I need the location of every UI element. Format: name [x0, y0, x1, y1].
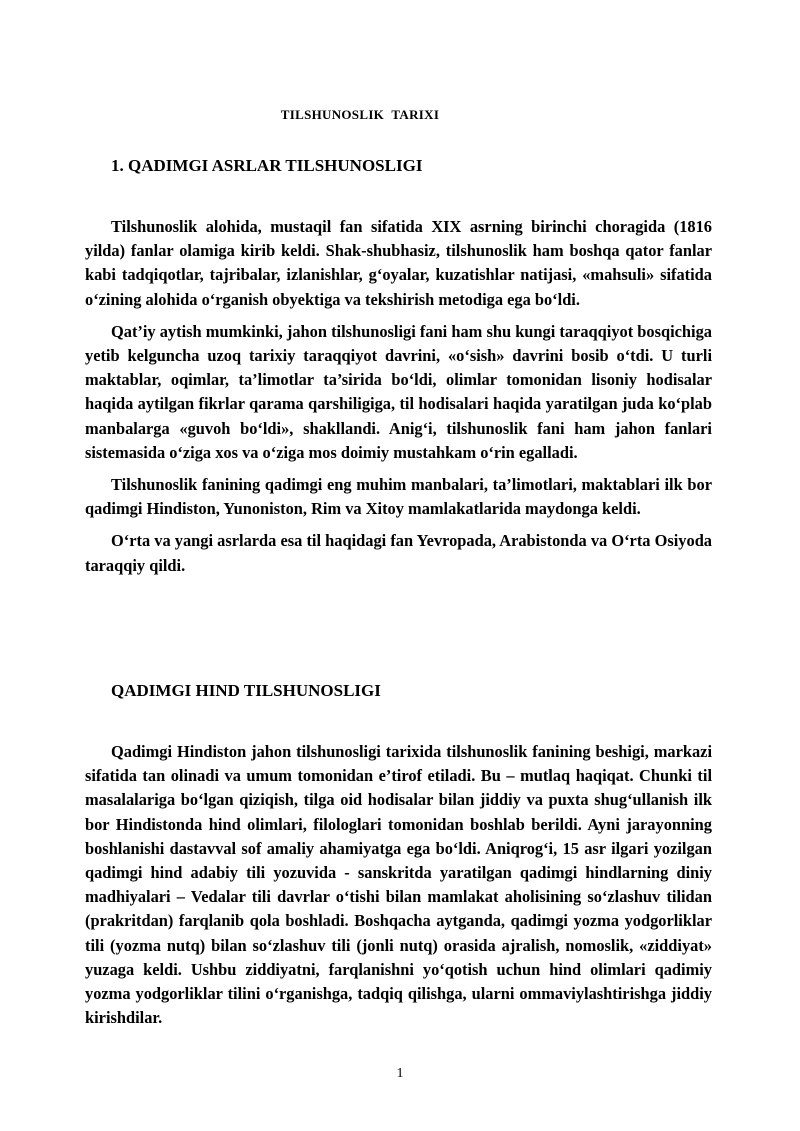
section-heading-ancient-linguistics: 1. QADIMGI ASRLAR TILSHUNOSLIGI	[111, 156, 423, 175]
section-body-indian-linguistics	[85, 740, 712, 1038]
paragraph: Tilshunoslik fanining qadimgi eng muhim manbalari, ta’limotlari, maktablari ilk bor qadimgi Hindiston, Yunoniston, Rim va Xitoy mamlakatlarida maydonga keldi.	[85, 475, 712, 519]
paragraph: Qadimgi Hindiston jahon tilshunosligi tarixida tilshunoslik fanining beshigi, markazi sifatida tan olinadi va umum tomonidan e’tirof etiladi. Bu – mutlaq haqiqat. Chunki til masalalariga bo‘lgan qiziqish, tilga oid hodisalar bilan jiddiy va puxta shug‘ullanish ilk bor Hindistonda hind olimlari, filologlari tomonidan boshlab berildi. Ayni jarayonning boshlanishi dastavval sof amaliy ahamiyatga ega bo‘ldi. Aniqrog‘i, 15 asr ilgari yozilgan qadimgi hind adabiy tili yozuvida - sanskritda yaratilgan qadimgi hindlarning diniy madhiyalari – Vedalar tili davrlar o‘tishi bilan mamlakat aholisining so‘zlashuv tilidan (prakritdan) farqlanib qola boshladi. Boshqacha aytganda, qadimgi yozma yodgorliklar tili (yozma nutq) bilan so‘zlashuv tili (jonli nutq) orasida ajralish, nomoslik, «ziddiyat» yuzaga keldi. Ushbu ziddiyatni, farqlanishni yo‘qotish uchun hind olimlari qadimiy yozma yodgorliklar tilini o‘rganishga, tadqiq qilishga, ularni ommaviylashtirishga jiddiy kirishdilar.	[85, 742, 712, 1028]
document-title: TILSHUNOSLIK TARIXI	[280, 107, 440, 122]
paragraph: Qat’iy aytish mumkinki, jahon tilshunosligi fani ham shu kungi taraqqiyot bosqichiga yetib kelguncha uzoq tarixiy taraqqiyot davrini, «o‘sish» davrini bosib o‘tdi. U turli maktablar, oqimlar, ta’limotlar ta’sirida bo‘ldi, olimlar tomonidan lisoniy hodisalar haqida aytilgan fikrlar qarama qarshiligiga, til hodisalari haqida yaratilgan juda ko‘plab manbalarga «guvoh bo‘ldi», shakllandi. Anig‘i, tilshunoslik fani ham jahon fanlari sistemasida o‘ziga xos va o‘ziga mos doimiy mustahkam o‘rin egalladi.	[85, 321, 712, 462]
page-number: 1	[396, 1066, 404, 1081]
section-body-ancient-linguistics	[85, 215, 712, 586]
paragraph: Tilshunoslik alohida, mustaqil fan sifatida XIX asrning birinchi choragida (1816 yilda) fanlar olamiga kirib keldi. Shak-shubhasiz, tilshunoslik ham boshqa qator fanlar kabi tadqiqotlar, tajribalar, izlanishlar, g‘oyalar, kuzatishlar natijasi, «mahsuli» sifatida o‘zining alohida o‘rganish obyektiga va tekshirish metodiga ega bo‘ldi.	[85, 217, 712, 309]
paragraph: O‘rta va yangi asrlarda esa til haqidagi fan Yevropada, Arabistonda va O‘rta Osiyoda taraqqiy qildi.	[85, 531, 712, 575]
section-heading-indian-linguistics: QADIMGI HIND TILSHUNOSLIGI	[111, 681, 381, 700]
